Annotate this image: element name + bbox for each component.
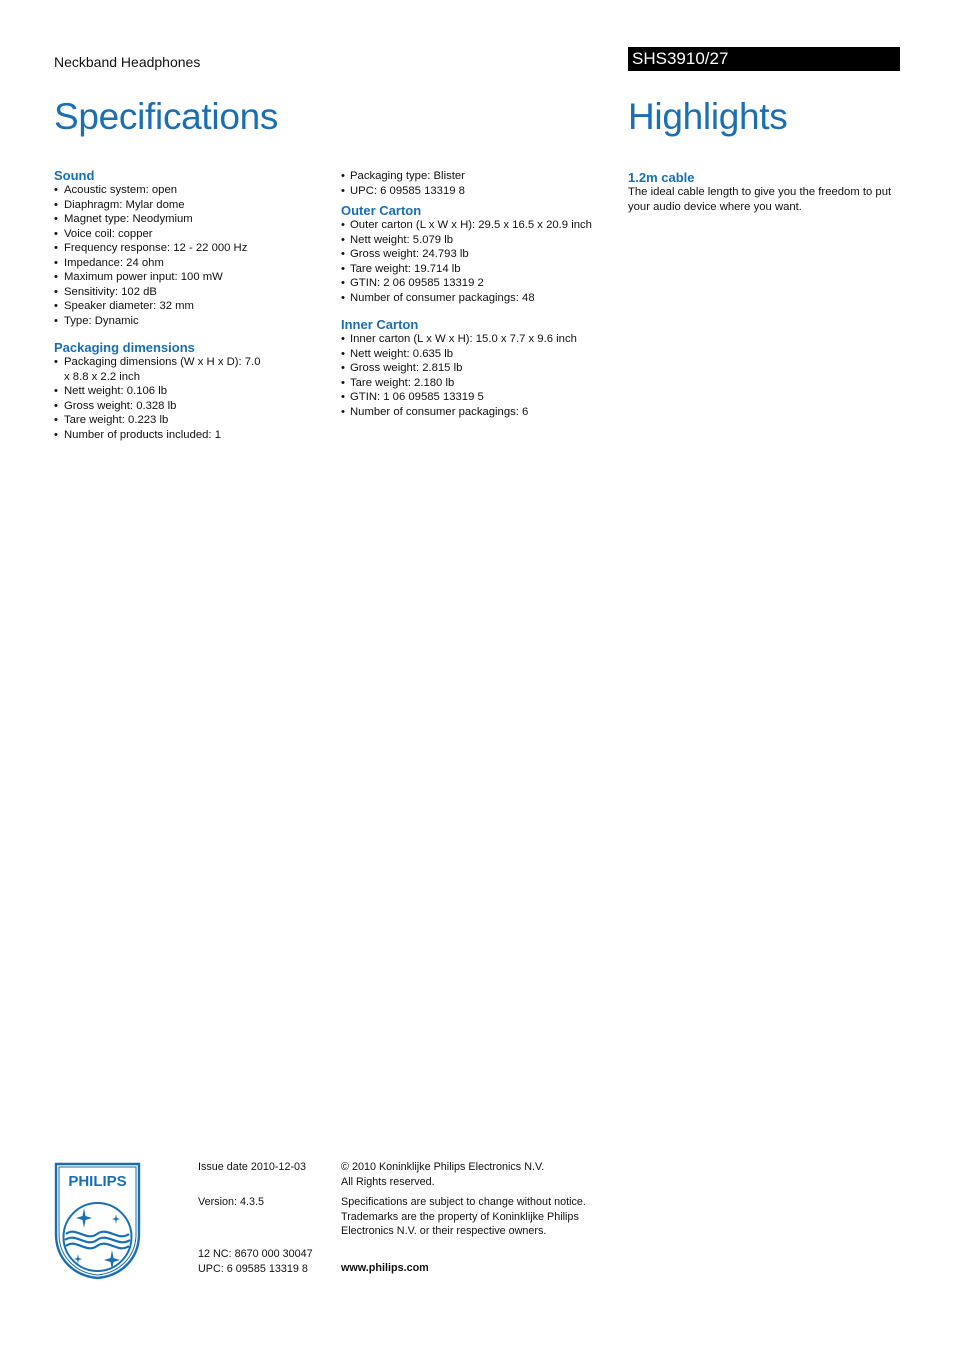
list-item: • UPC: 6 09585 13319 8 <box>341 184 626 199</box>
list-item: • Packaging type: Blister <box>341 169 626 184</box>
section-heading: Packaging dimensions <box>54 340 195 355</box>
inner-carton-section <box>341 317 626 419</box>
specifications-title: Specifications <box>54 96 279 137</box>
list-item: • Nett weight: 0.635 lb <box>341 347 626 362</box>
list-item: • Voice coil: copper <box>54 227 324 242</box>
model-number-bar: SHS3910/27 <box>628 47 900 71</box>
list-item: • Tare weight: 2.180 lb <box>341 376 626 391</box>
list-item: • Outer carton (L x W x H): 29.5 x 16.5 x 20.9 inch <box>341 218 626 233</box>
website-link[interactable]: www.philips.com <box>341 1262 429 1274</box>
upc-code: UPC: 6 09585 13319 8 <box>198 1262 308 1275</box>
list-item: • Frequency response: 12 - 22 000 Hz <box>54 241 324 256</box>
specs-column-2 <box>341 169 626 431</box>
list-item: • Nett weight: 0.106 lb <box>54 384 324 399</box>
specs-column-1 <box>54 168 324 454</box>
list-item: • Nett weight: 5.079 lb <box>341 233 626 248</box>
highlights-title: Highlights <box>628 96 788 137</box>
version: Version: 4.3.5 <box>198 1196 265 1208</box>
notice-line: Electronics N.V. or their respective owners. <box>341 1225 547 1237</box>
list-item: • Speaker diameter: 32 mm <box>54 299 324 314</box>
list-item: • Acoustic system: open <box>54 183 324 198</box>
list-item: • GTIN: 1 06 09585 13319 5 <box>341 390 626 405</box>
list-item: • Number of consumer packagings: 6 <box>341 405 626 420</box>
sound-section <box>54 168 324 328</box>
packaging-section <box>54 340 324 442</box>
spec-list <box>341 332 626 419</box>
spec-list <box>341 169 626 198</box>
list-item: • Sensitivity: 102 dB <box>54 285 324 300</box>
highlight-text: The ideal cable length to give you the freedom to put your audio device where you want. <box>628 186 892 213</box>
list-item: • Tare weight: 0.223 lb <box>54 413 324 428</box>
list-item: • Diaphragm: Mylar dome <box>54 198 324 213</box>
philips-wordmark: PHILIPS <box>68 1173 127 1190</box>
list-item: • Gross weight: 2.815 lb <box>341 361 626 376</box>
list-item: • Tare weight: 19.714 lb <box>341 262 626 277</box>
list-item: • Magnet type: Neodymium <box>54 212 324 227</box>
notice-line: Specifications are subject to change without notice. <box>341 1196 586 1208</box>
rights-line: All Rights reserved. <box>341 1175 435 1188</box>
legal-notice <box>341 1195 586 1239</box>
list-item: • Number of products included: 1 <box>54 428 324 443</box>
list-item: • Packaging dimensions (W x H x D): 7.0 x 8.8 x 2.2 inch <box>54 355 264 384</box>
list-item: • Gross weight: 24.793 lb <box>341 247 626 262</box>
list-item: • GTIN: 2 06 09585 13319 2 <box>341 276 626 291</box>
list-item: • Number of consumer packagings: 48 <box>341 291 626 306</box>
notice-line: Trademarks are the property of Koninklijke Philips <box>341 1210 579 1223</box>
section-heading: Sound <box>54 168 95 183</box>
section-heading: Outer Carton <box>341 203 422 218</box>
product-type: Neckband Headphones <box>54 54 201 70</box>
highlight-heading: 1.2m cable <box>628 170 695 185</box>
philips-shield-icon <box>54 1162 141 1280</box>
spec-list <box>54 183 324 328</box>
copyright <box>341 1160 544 1189</box>
list-item: • Maximum power input: 100 mW <box>54 270 324 285</box>
product-codes <box>198 1247 313 1276</box>
philips-shield-logo <box>54 1162 141 1280</box>
list-item: • Impedance: 24 ohm <box>54 256 324 271</box>
list-item: • Type: Dynamic <box>54 314 324 329</box>
highlights-column <box>628 170 908 215</box>
copyright-line: © 2010 Koninklijke Philips Electronics N.V. <box>341 1161 545 1173</box>
spec-list <box>341 218 626 305</box>
list-item: • Inner carton (L x W x H): 15.0 x 7.7 x 9.6 inch <box>341 332 626 347</box>
list-item: • Gross weight: 0.328 lb <box>54 399 324 414</box>
issue-date: Issue date 2010-12-03 <box>198 1161 307 1173</box>
spec-list <box>54 355 324 442</box>
nc-code: 12 NC: 8670 000 30047 <box>198 1248 313 1260</box>
outer-carton-section <box>341 203 626 305</box>
packaging-section-continued <box>341 169 626 198</box>
section-heading: Inner Carton <box>341 317 419 332</box>
